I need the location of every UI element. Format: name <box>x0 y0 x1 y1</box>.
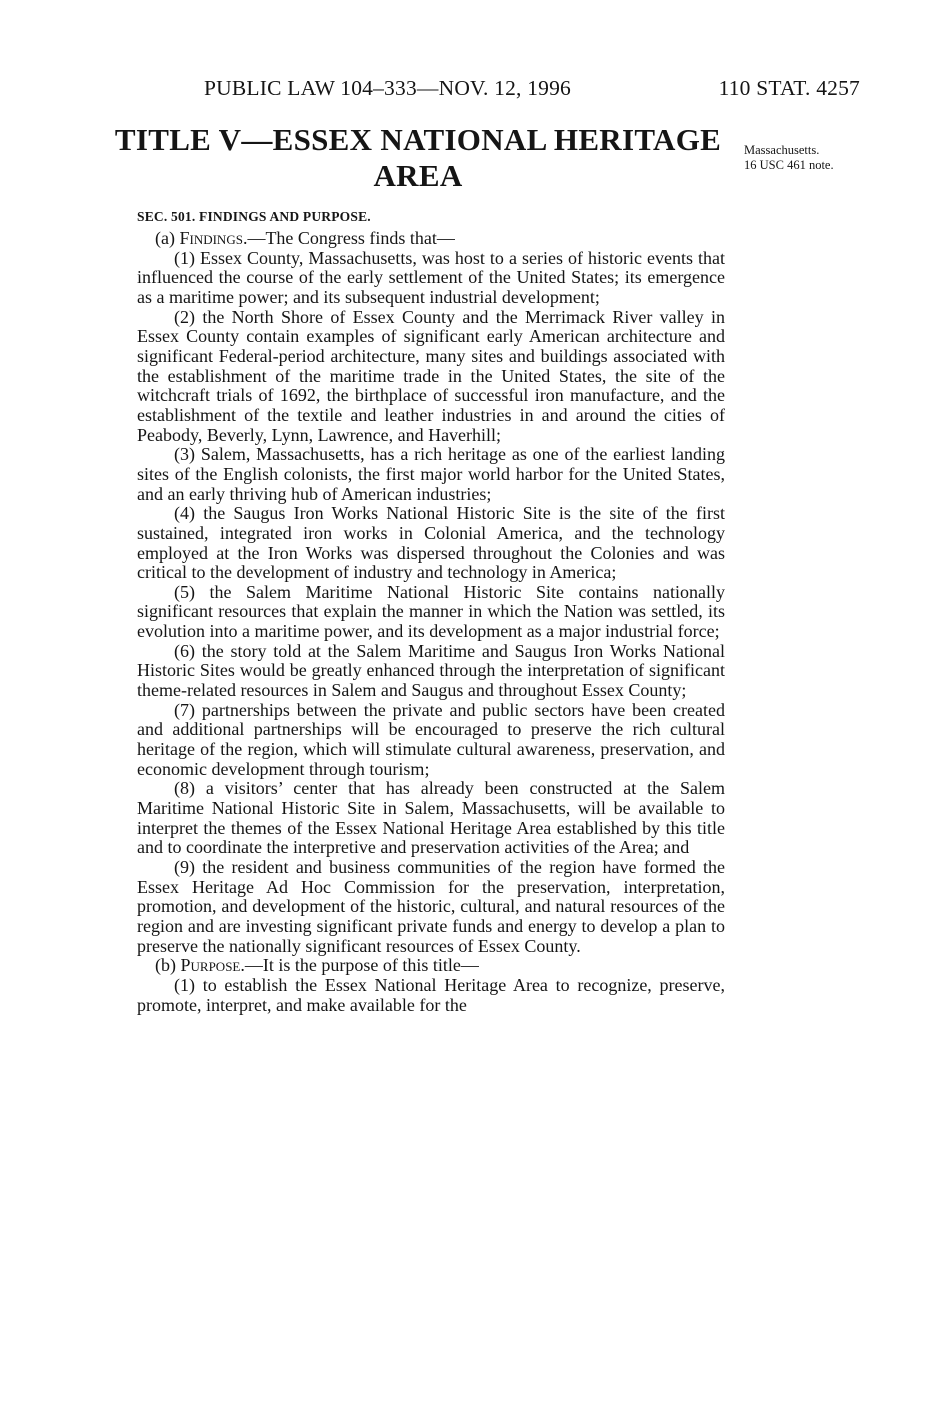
finding-item: (9) the resident and business communities of the region have formed the Essex Heritage Ad Hoc Commission for the preservation, interpretation, promotion, and development of the historic, cultural, and natural resources of the region and are investing significant private funds and energy to develop a plan to preserve the nationally significant resources of Essex County. <box>137 857 725 956</box>
finding-item: (2) the North Shore of Essex County and the Merrimack River valley in Essex County contain examples of significant early American architecture and significant Federal-period architecture, many sites and buildings associated with the establishment of the maritime trade in the United States, the site of the witchcraft trials of 1692, the birthplace of successful iron manufacture, and the establishment of the textile and leather industries in and around the cities of Peabody, Beverly, Lynn, Lawrence, and Haverhill; <box>137 306 725 445</box>
purpose-item: (1) to establish the Essex National Heritage Area to recognize, preserve, promote, interpret, and make available for the <box>137 974 725 1015</box>
margin-note-state: Massachusetts. <box>744 143 820 157</box>
finding-item: (3) Salem, Massachusetts, has a rich heritage as one of the earliest landing sites of the English colonists, the first major world harbor for the United States, and an early thriving hub of American industries; <box>137 444 725 504</box>
section-body <box>137 229 725 1015</box>
statutes-page-citation: 110 STAT. 4257 <box>718 76 860 100</box>
finding-item: (6) the story told at the Salem Maritime and Saugus Iron Works National Historic Sites would be greatly enhanced through the interpretation of significant theme-related resources in Salem and Saugus and throughout Essex County; <box>137 640 725 701</box>
margin-note <box>744 143 924 173</box>
running-header <box>204 76 860 104</box>
purpose-heading: (b) Purpose.—It is the purpose of this title— <box>155 955 479 976</box>
public-law-citation: PUBLIC LAW 104–333—NOV. 12, 1996 <box>204 76 572 100</box>
margin-note-usc: 16 USC 461 note. <box>744 158 834 172</box>
findings-heading: (a) Findings.—The Congress finds that— <box>155 228 455 248</box>
finding-item: (5) the Salem Maritime National Historic Site contains nationally significant resources that explain the manner in which the Nation was settled, its evolution into a maritime power, and its development as a major industrial force; <box>137 581 725 642</box>
finding-item: (7) partnerships between the private and public sectors have been created and additional partnerships will be encouraged to preserve the rich cultural heritage of the region, which will stimulate cultural awareness, preservation, and economic development through tourism; <box>137 699 725 779</box>
finding-item: (4) the Saugus Iron Works National Historic Site is the site of the first sustained, integrated iron works in Colonial America, and the technology employed at the Iron Works was dispersed throughout the Colonies and was critical to the development of industry and technology in America; <box>137 503 725 583</box>
finding-item: (1) Essex County, Massachusetts, was host to a series of historic events that influenced the course of the early settlement of the United States; its emergence as a maritime power; and its subsequent industrial development; <box>137 247 725 307</box>
section-heading: SEC. 501. FINDINGS AND PURPOSE. <box>137 209 371 224</box>
finding-item: (8) a visitors’ center that has already been constructed at the Salem Maritime National Historic Site in Salem, Massachusetts, will be available to interpret the themes of the Essex National Heritage Area established by this title and to coordinate the interpretive and preservation activities of the Area; and <box>137 778 725 858</box>
title-heading: TITLE V—ESSEX NATIONAL HERITAGE AREA <box>114 122 722 193</box>
